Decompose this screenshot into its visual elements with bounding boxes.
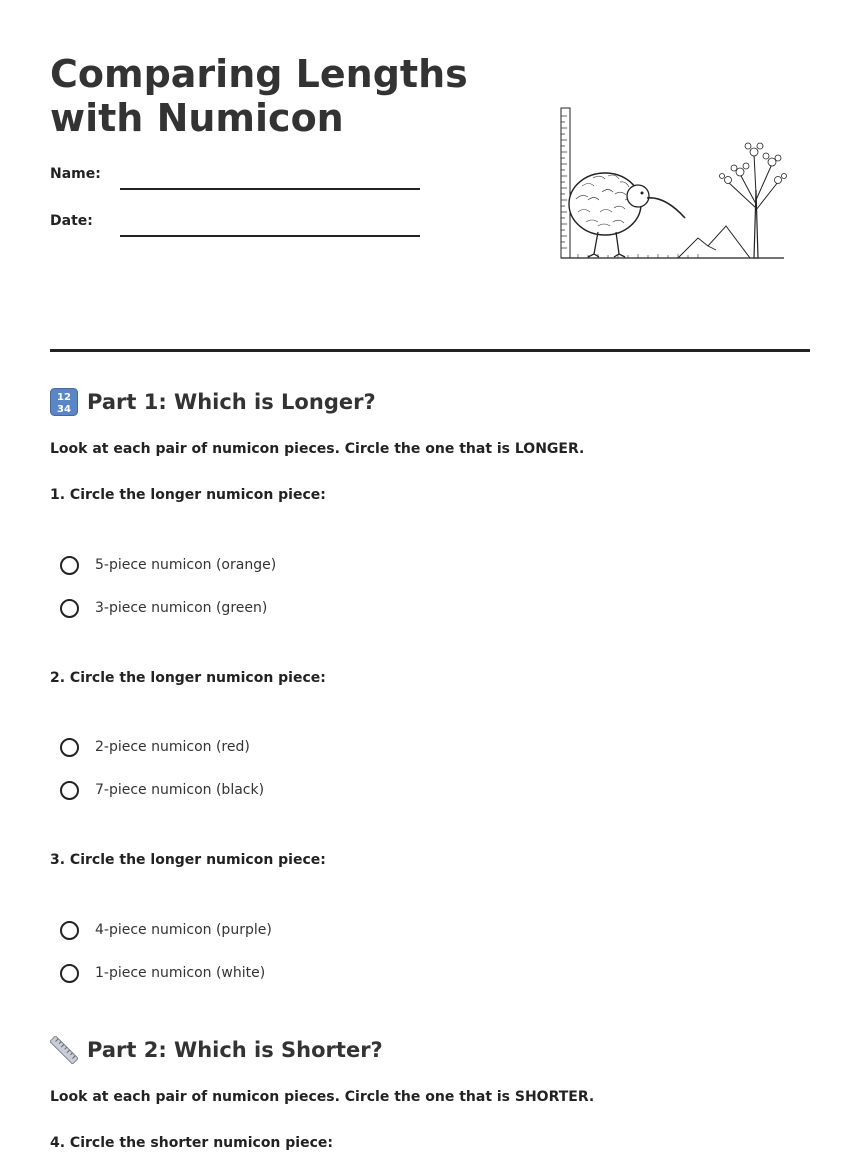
- header-divider: [50, 349, 810, 352]
- option-label: 3-piece numicon (green): [95, 600, 268, 616]
- part2-instructions: Look at each pair of numicon pieces. Circle the one that is SHORTER.: [50, 1089, 595, 1105]
- part2-heading: [50, 1036, 383, 1064]
- name-line[interactable]: [120, 188, 420, 190]
- question-4-prompt: 4. Circle the shorter numicon piece:: [50, 1135, 333, 1151]
- worksheet-title: [50, 52, 468, 140]
- svg-text:12: 12: [57, 392, 71, 403]
- question-1-prompt: 1. Circle the longer numicon piece:: [50, 487, 326, 503]
- question-1-option-b[interactable]: [60, 596, 267, 620]
- name-label: Name:: [50, 166, 101, 182]
- numbers-1234-icon: [50, 388, 78, 416]
- radio-circle[interactable]: [60, 738, 79, 757]
- date-field[interactable]: [50, 213, 420, 237]
- radio-circle[interactable]: [60, 556, 79, 575]
- date-line[interactable]: [120, 235, 420, 237]
- radio-circle[interactable]: [60, 781, 79, 800]
- option-label: 2-piece numicon (red): [95, 739, 250, 755]
- part1-instructions: Look at each pair of numicon pieces. Circle the one that is LONGER.: [50, 441, 585, 457]
- straight-ruler-icon: [50, 1036, 78, 1064]
- option-label: 1-piece numicon (white): [95, 965, 266, 981]
- question-2-option-b[interactable]: [60, 778, 264, 802]
- svg-text:34: 34: [57, 404, 71, 415]
- title-line-1: Comparing Lengths: [50, 52, 468, 96]
- question-1-option-a[interactable]: [60, 553, 276, 577]
- radio-circle[interactable]: [60, 964, 79, 983]
- question-3-option-a[interactable]: [60, 918, 272, 942]
- name-field[interactable]: [50, 166, 420, 190]
- option-label: 7-piece numicon (black): [95, 782, 265, 798]
- option-label: 4-piece numicon (purple): [95, 922, 272, 938]
- question-2-prompt: 2. Circle the longer numicon piece:: [50, 670, 326, 686]
- kiwi-ruler-tree-icon: [558, 104, 788, 264]
- radio-circle[interactable]: [60, 921, 79, 940]
- part2-heading-text: Part 2: Which is Shorter?: [87, 1038, 383, 1062]
- radio-circle[interactable]: [60, 599, 79, 618]
- question-3-prompt: 3. Circle the longer numicon piece:: [50, 852, 326, 868]
- title-line-2: with Numicon: [50, 96, 344, 140]
- question-2-option-a[interactable]: [60, 735, 250, 759]
- date-label: Date:: [50, 213, 93, 229]
- option-label: 5-piece numicon (orange): [95, 557, 277, 573]
- part1-heading-text: Part 1: Which is Longer?: [87, 390, 376, 414]
- question-3-option-b[interactable]: [60, 961, 265, 985]
- part1-heading: [50, 388, 376, 416]
